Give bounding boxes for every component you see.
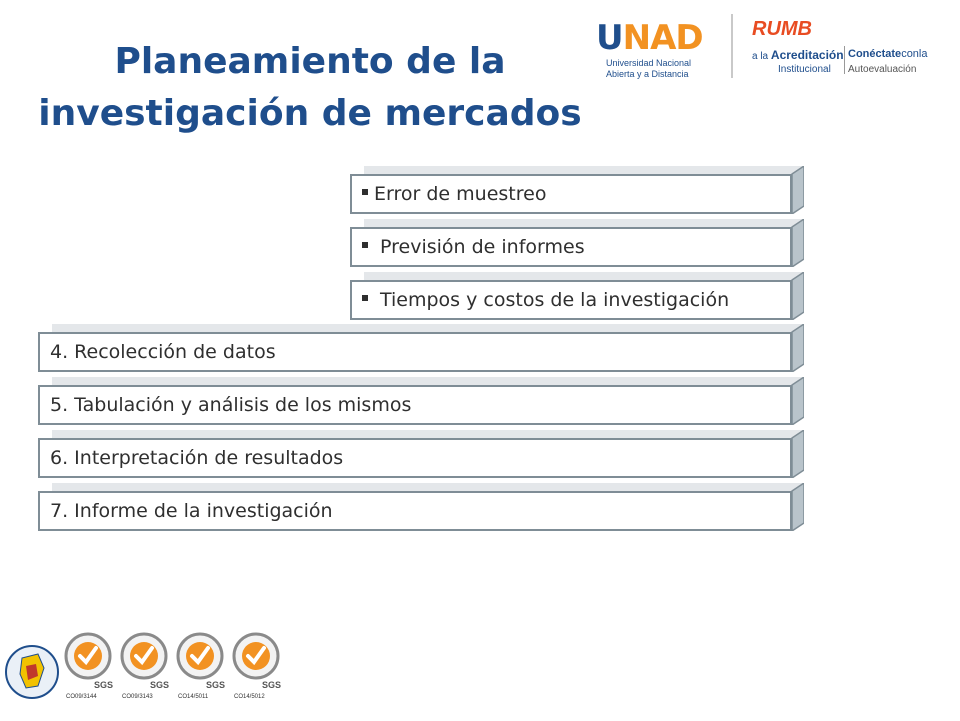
- step-bar-face: [38, 385, 792, 425]
- unad-subtitle: Universidad Nacional Abierta y a Distancia: [606, 58, 692, 79]
- seal-code: CO14/5012: [234, 694, 265, 700]
- step-bar: [38, 483, 804, 531]
- title-line-1: Planeamiento de la: [114, 41, 506, 82]
- step-bar: [350, 272, 804, 320]
- step-label: Error de muestreo: [374, 183, 547, 205]
- rumbo-wordmark: RUMB: [752, 18, 812, 40]
- step-bar-side: [790, 324, 804, 372]
- step-bar-face: [350, 227, 792, 267]
- logo-divider: [731, 14, 733, 78]
- title-line-2: investigación de mercados: [38, 93, 582, 134]
- step-label: Previsión de informes: [380, 236, 585, 258]
- step-bar-face: [38, 438, 792, 478]
- step-bar-face: [350, 280, 792, 320]
- step-label: 4. Recolección de datos: [50, 341, 276, 363]
- certification-seals: [4, 628, 294, 716]
- step-bar: [38, 324, 804, 372]
- step-bar-face: [350, 174, 792, 214]
- rumbo-separator: [844, 46, 845, 74]
- step-label: Tiempos y costos de la investigación: [380, 289, 730, 311]
- iso-seal-icon: [62, 628, 118, 716]
- iso-seal-icon: [118, 628, 174, 716]
- colombia-seal-icon: [6, 646, 58, 698]
- iso-seal-icon: [230, 628, 286, 716]
- step-bar-side: [790, 483, 804, 531]
- step-bar: [350, 219, 804, 267]
- step-bar-side: [790, 219, 804, 267]
- step-bar-side: [790, 166, 804, 214]
- bullet-icon: [362, 295, 368, 301]
- step-label: 5. Tabulación y análisis de los mismos: [50, 394, 412, 416]
- step-label: 6. Interpretación de resultados: [50, 447, 344, 469]
- unad-logo: [596, 6, 706, 84]
- step-label: 7. Informe de la investigación: [50, 500, 333, 522]
- seal-code: CO09/3144: [66, 694, 97, 700]
- step-bar-face: [38, 332, 792, 372]
- sgs-label: SGS: [150, 680, 170, 690]
- rumbo-autoevaluacion: Autoevaluación: [848, 64, 917, 75]
- unad-wordmark: UNAD: [596, 18, 703, 58]
- seal-code: CO14/5011: [178, 694, 209, 700]
- slide-title: [20, 36, 600, 140]
- bullet-icon: [362, 189, 368, 195]
- sgs-label: SGS: [94, 680, 114, 690]
- bullet-icon: [362, 242, 368, 248]
- step-bar: [38, 377, 804, 425]
- sgs-label: SGS: [262, 680, 282, 690]
- step-bar-side: [790, 272, 804, 320]
- step-bar-face: [38, 491, 792, 531]
- rumbo-line-2: Institucional: [778, 64, 831, 75]
- rumbo-logo: [748, 12, 948, 82]
- rumbo-conectate: Conéctateconla: [848, 48, 928, 60]
- step-bar-side: [790, 430, 804, 478]
- step-bar: [350, 166, 804, 214]
- step-bar: [38, 430, 804, 478]
- step-bar-side: [790, 377, 804, 425]
- seal-code: CO09/3143: [122, 694, 153, 700]
- iso-seal-icon: [174, 628, 230, 716]
- sgs-label: SGS: [206, 680, 226, 690]
- rumbo-line-1: a la Acreditación: [752, 48, 844, 62]
